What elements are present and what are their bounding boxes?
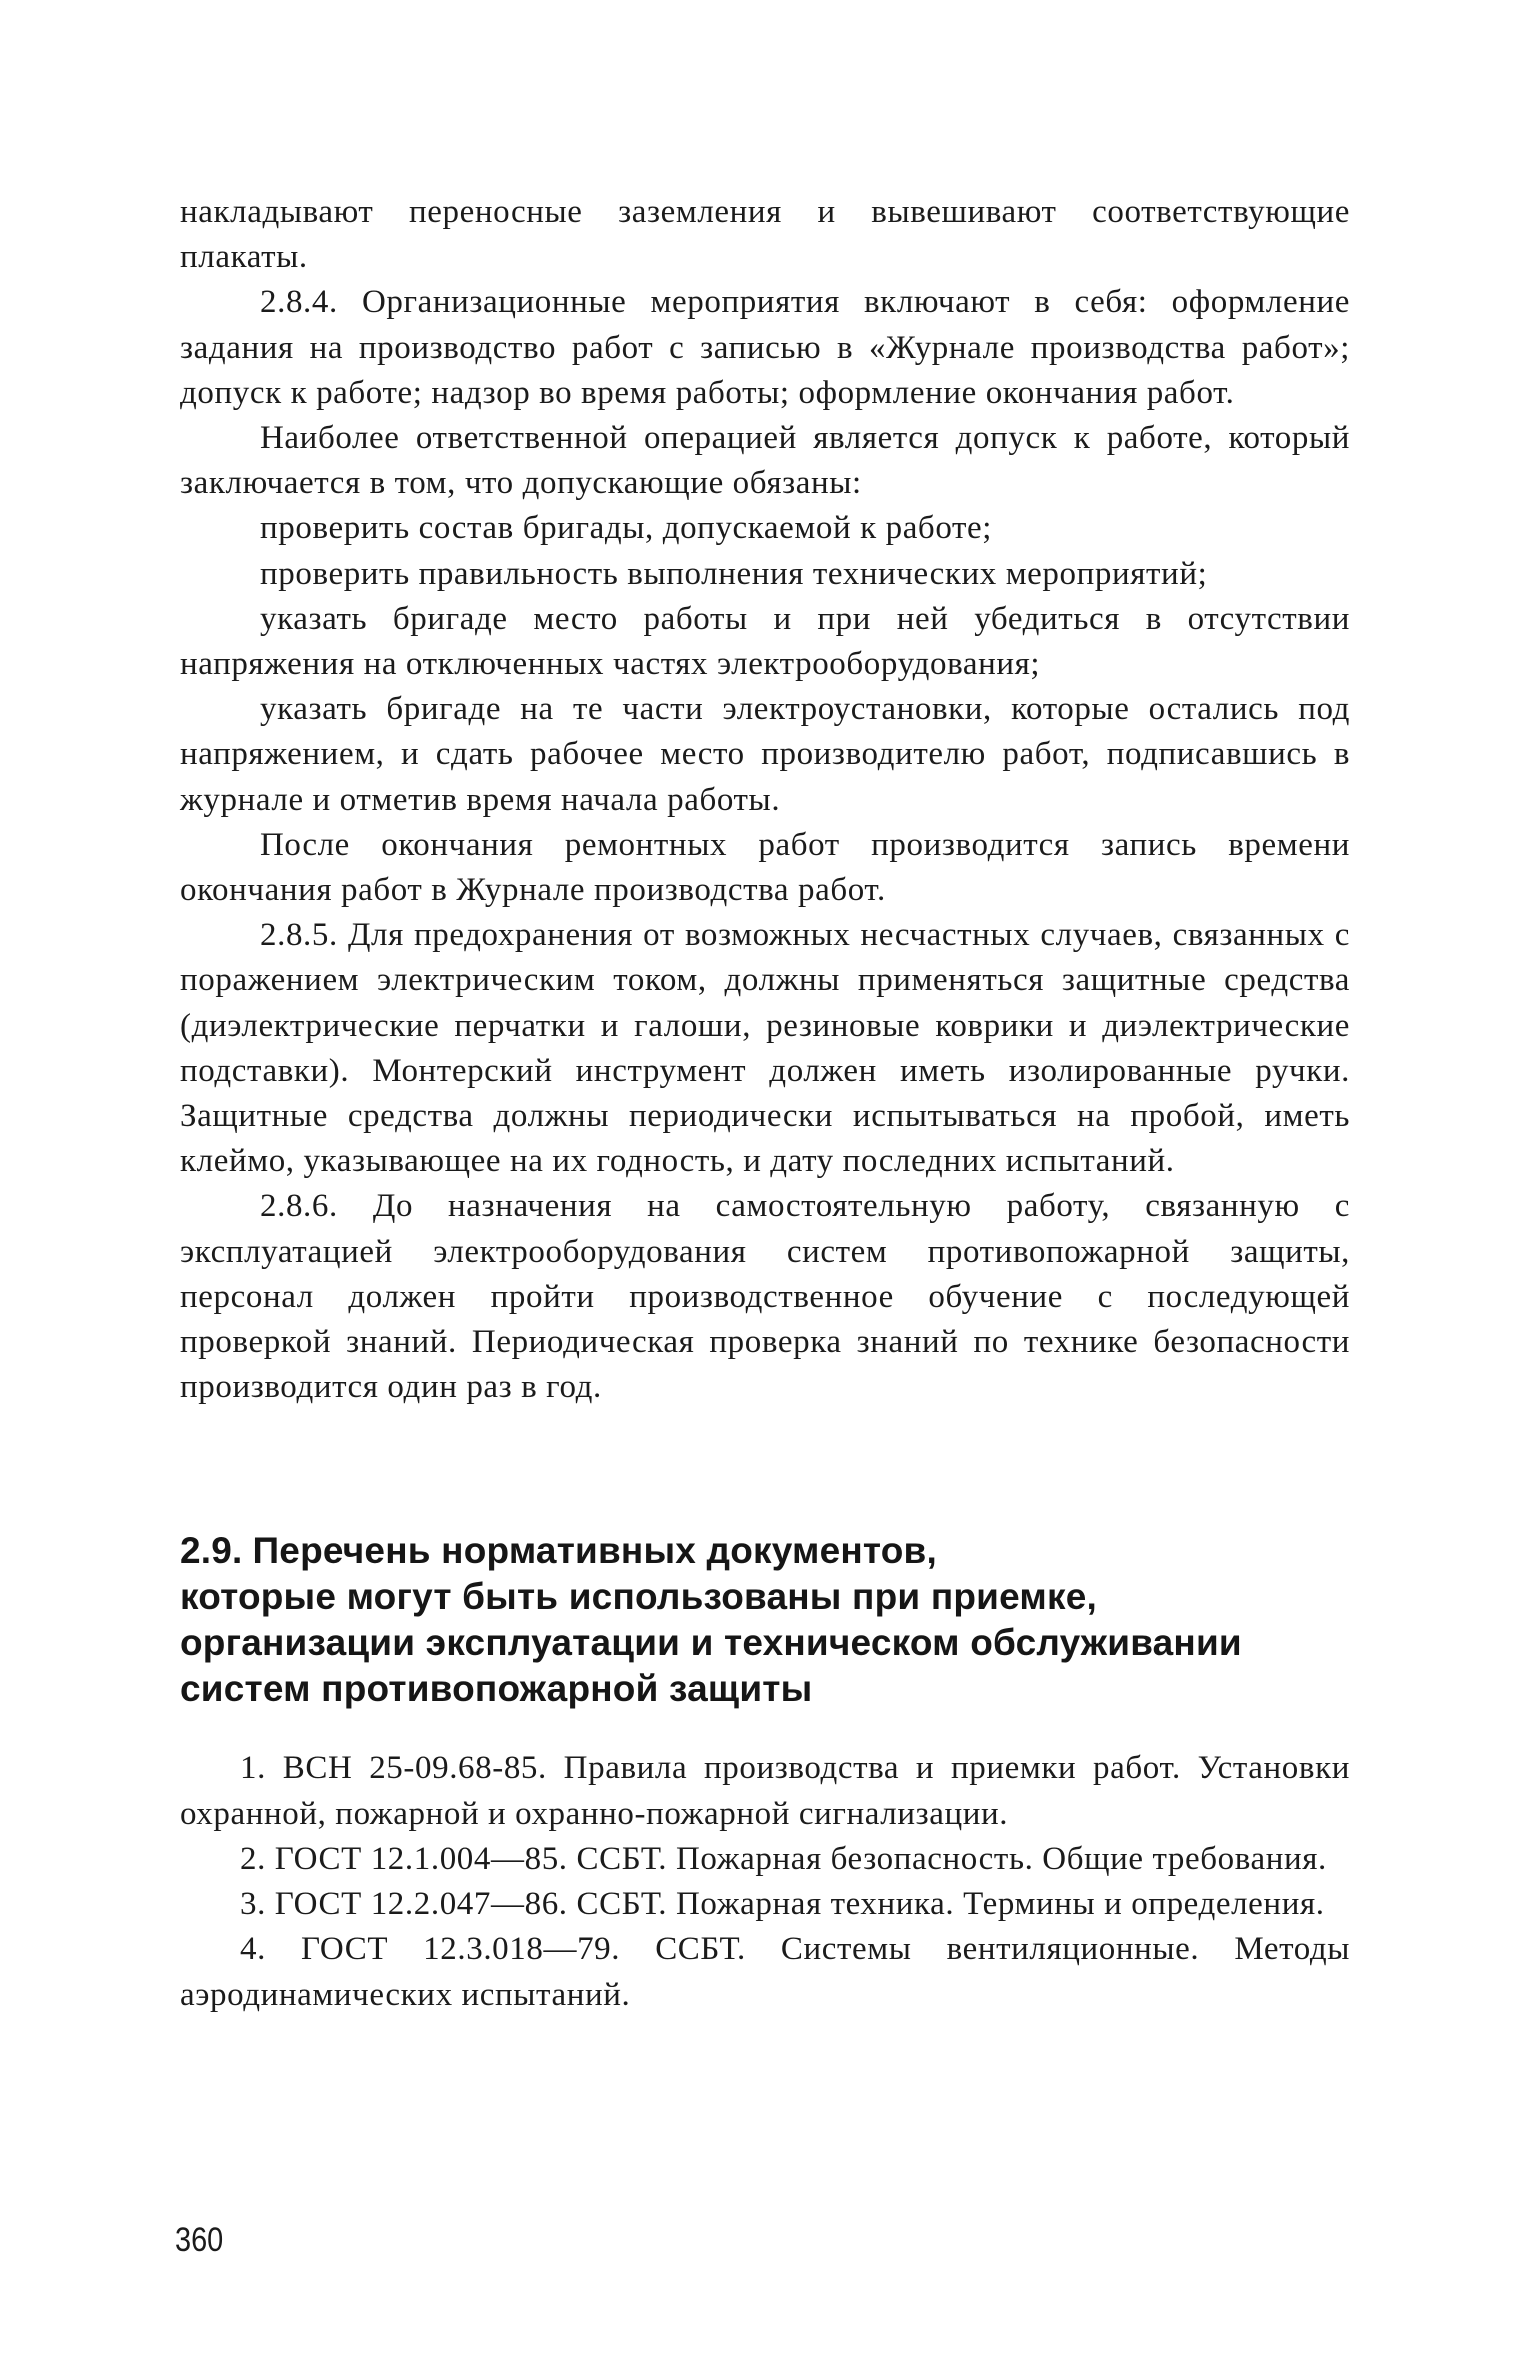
duty-item-1: проверить состав бригады, допускаемой к работе;: [260, 510, 993, 547]
paragraph-2-8-4: 2.8.4. Организационные мероприятия включают в себя: оформление задания на производство работ с записью в «Журнале производства работ»; допуск к работе; надзор во время работы; оформление окончания работ.: [180, 284, 1350, 411]
page-content: [180, 190, 1350, 2018]
duty-item-2: проверить правильность выполнения технических мероприятий;: [260, 555, 1208, 592]
section-title-line-3: организации эксплуатации и техническом обслуживании: [180, 1622, 1242, 1664]
duty-item-4: указать бригаде на те части электроустановки, которые остались под напряжением, и сдать рабочее место производителю работ, подписавшись в журнале и отметив время начала работы.: [180, 691, 1350, 818]
section-title-line-2: которые могут быть использованы при приемке,: [180, 1576, 1097, 1618]
reference-item-2: 2. ГОСТ 12.1.004—85. ССБТ. Пожарная безопасность. Общие требования.: [240, 1840, 1327, 1877]
section-title-line-4: систем противопожарной защиты: [180, 1668, 813, 1710]
section-number: 2.9.: [180, 1530, 243, 1572]
reference-item-1: 1. ВСН 25-09.68-85. Правила производства и приемки работ. Установки охранной, пожарной и охранно-пожарной сигнализации.: [180, 1750, 1350, 1832]
reference-item-3: 3. ГОСТ 12.2.047—86. ССБТ. Пожарная техника. Термины и определения.: [240, 1886, 1325, 1923]
duty-item-3: указать бригаде место работы и при ней убедиться в отсутствии напряжения на отключенных частях электрооборудования;: [180, 600, 1350, 683]
reference-item-4: 4. ГОСТ 12.3.018—79. ССБТ. Системы вентиляционные. Методы аэродинамических испытаний.: [180, 1931, 1350, 2013]
page-number: 360: [175, 2221, 224, 2259]
paragraph-2-8-6: 2.8.6. До назначения на самостоятельную работу, связанную с эксплуатацией электрооборудования систем противопожарной защиты, персонал должен пройти производственное обучение с последующей проверкой знаний. Периодическая проверка знаний по технике безопасности производится один раз в год.: [180, 1188, 1350, 1406]
section-heading: [180, 1528, 1350, 1712]
paragraph-2-8-5: 2.8.5. Для предохранения от возможных несчастных случаев, связанных с поражением электрическим током, должны применяться защитные средства (диэлектрические перчатки и галоши, резиновые коврики и диэлектрические подставки). Монтерский инструмент должен иметь изолированные ручки. Защитные средства должны периодически испытываться на пробой, иметь клеймо, указывающее на их годность, и дату последних испытаний.: [180, 917, 1350, 1180]
references-list: [180, 1746, 1350, 2017]
paragraph-after-repair: После окончания ремонтных работ производится запись времени окончания работ в Журнале производства работ.: [180, 826, 1350, 909]
paragraph-continuation: накладывают переносные заземления и вывешивают соответствующие плакаты.: [180, 194, 1350, 276]
paragraph-admission: Наиболее ответственной операцией является допуск к работе, который заключается в том, что допускающие обязаны:: [180, 420, 1350, 502]
section-title-line-1: Перечень нормативных документов,: [252, 1530, 937, 1572]
